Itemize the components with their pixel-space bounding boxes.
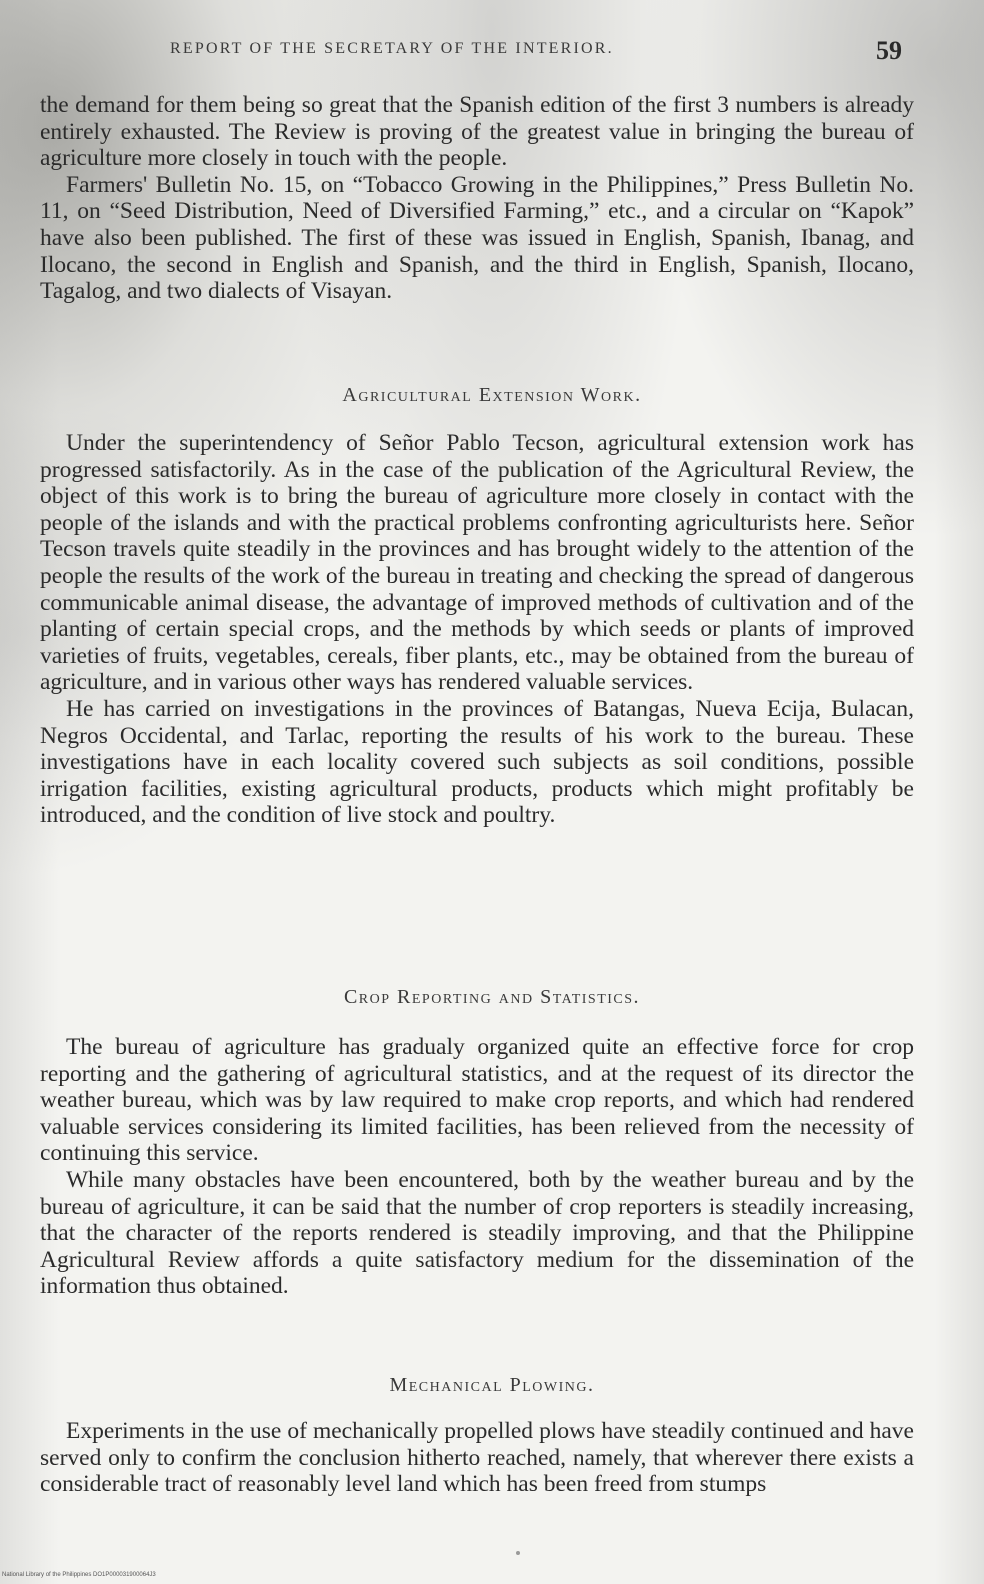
paragraph: the demand for them being so great that the Spanish edition of the first 3 numbers is already entirely exhausted. The Review is proving of the greatest value in bringing the bureau of agriculture more closely in touch with the people. — [40, 92, 914, 172]
paragraph: While many obstacles have been encountered, both by the weather bureau and by the bureau of agriculture, it can be said that the number of crop reporters is steadily increasing, that the character of the reports rendered is steadily improving, and that the Philippine Agricultural Review affords a quite satisfactory medium for the dissemination of the information thus obtained. — [40, 1166, 914, 1300]
scan-credit: National Library of the Philippines DO1P000031900064J3 — [2, 1572, 156, 1578]
section-body-agricultural-extension — [40, 430, 914, 829]
paragraph: He has carried on investigations in the provinces of Batangas, Nueva Ecija, Bulacan, Negros Occidental, and Tarlac, reporting the results of his work to the bureau. These investigations have in each locality covered such subjects as soil conditions, possible irrigation facilities, existing agricultural products, products which might profitably be introduced, and the condition of live stock and poultry. — [40, 695, 914, 829]
page-number: 59 — [876, 36, 902, 65]
section-body-mechanical-plowing — [40, 1418, 914, 1498]
section-heading-crop-reporting: Crop Reporting and Statistics. — [343, 986, 641, 1008]
section-heading-mechanical-plowing: Mechanical Plowing. — [389, 1374, 595, 1396]
paragraph: Farmers' Bulletin No. 15, on “Tobacco Growing in the Philippines,” Press Bulletin No. 11, on “Seed Distribution, Need of Diversified Farming,” etc., and a circular on “Kapok” have also been published. The first of these was issued in English, Spanish, Ibanag, and Ilocano, the second in English and Spanish, and the third in English, Spanish, Ilocano, Tagalog, and two dialects of Visayan. — [40, 171, 914, 305]
running-header — [0, 36, 984, 66]
paragraph: The bureau of agriculture has gradualy organized quite an effective force for crop reporting and the gathering of agricultural statistics, and at the request of its director the weather bureau, which was by law required to make crop reports, and which had rendered valuable services considering its limited facilities, has been relieved from the necessity of continuing this service. — [40, 1034, 914, 1167]
section-heading-agricultural-extension: Agricultural Extension Work. — [342, 384, 642, 406]
section-body-crop-reporting — [40, 1034, 914, 1300]
running-title: REPORT OF THE SECRETARY OF THE INTERIOR. — [170, 40, 614, 57]
paragraph: Under the superintendency of Señor Pablo Tecson, agricultural extension work has progressed satisfactorily. As in the case of the publication of the Agricultural Review, the object of this work is to bring the bureau of agriculture more closely in contact with the people of the islands and with the practical problems confronting agriculturists here. Señor Tecson travels quite steadily in the provinces and has brought widely to the attention of the people the results of the work of the bureau in treating and checking the spread of dangerous communicable animal disease, the advantage of improved methods of cultivation and of the planting of certain special crops, and the methods by which seeds or plants of improved varieties of fruits, vegetables, cereals, fiber plants, etc., may be obtained from the bureau of agriculture, and in various other ways has rendered valuable services. — [40, 430, 914, 696]
scan-speck — [516, 1551, 520, 1555]
continuation-text — [40, 92, 914, 305]
paragraph: Experiments in the use of mechanically propelled plows have steadily continued and have served only to confirm the conclusion hitherto reached, namely, that wherever there exists a considerable tract of reasonably level land which has been freed from stumps — [40, 1418, 914, 1498]
